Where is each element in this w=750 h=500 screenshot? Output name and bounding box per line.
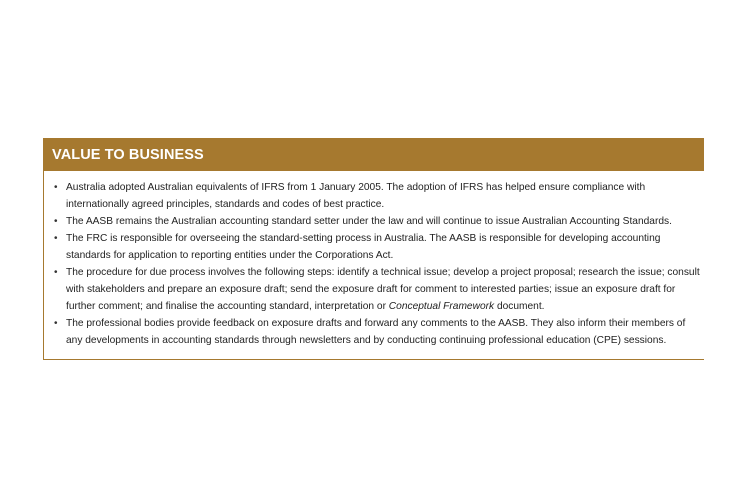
value-to-business-box bbox=[43, 138, 704, 360]
bullet-icon: • bbox=[54, 233, 58, 244]
list-item-text-italic: Conceptual Framework bbox=[388, 301, 495, 312]
list-item bbox=[52, 230, 704, 264]
list-item-text-before: The procedure for due process involves the following steps: identify a technical issue; develop a project proposal; research the issue; consult with stakeholders and prepare an exposure draft; send the exposure draft for comment to interested parties; issue an exposure draft for further comment; and finalise the accounting standard, interpretation or bbox=[66, 267, 700, 312]
box-body bbox=[44, 171, 704, 349]
list-item-text: The FRC is responsible for overseeing the standard-setting process in Australia. The AASB is responsible for developing accounting standards for application to reporting entities under the Corporations Act. bbox=[66, 233, 661, 261]
list-item-text: Australia adopted Australian equivalents of IFRS from 1 January 2005. The adoption of IFRS has helped ensure compliance with internationally agreed principles, standards and codes of best practice. bbox=[66, 182, 646, 210]
bullet-icon: • bbox=[54, 318, 58, 329]
bullet-icon: • bbox=[54, 182, 58, 193]
list-item-text-after: document. bbox=[494, 301, 545, 312]
bullet-icon: • bbox=[54, 216, 58, 227]
list-item bbox=[52, 213, 704, 230]
box-header bbox=[44, 138, 704, 171]
list-item bbox=[52, 315, 704, 349]
list-item-text: The professional bodies provide feedback on exposure drafts and forward any comments to the AASB. They also inform their members of any developments in accounting standards through newsletters and by conducting continuing professional education (CPE) sessions. bbox=[66, 318, 686, 346]
list-item-text: The AASB remains the Australian accounting standard setter under the law and will continue to issue Australian Accounting Standards. bbox=[66, 216, 672, 227]
list-item bbox=[52, 179, 704, 213]
bullet-icon: • bbox=[54, 267, 58, 278]
list-item bbox=[52, 264, 704, 315]
box-title: VALUE TO BUSINESS bbox=[52, 146, 204, 163]
bullet-list bbox=[52, 179, 704, 349]
